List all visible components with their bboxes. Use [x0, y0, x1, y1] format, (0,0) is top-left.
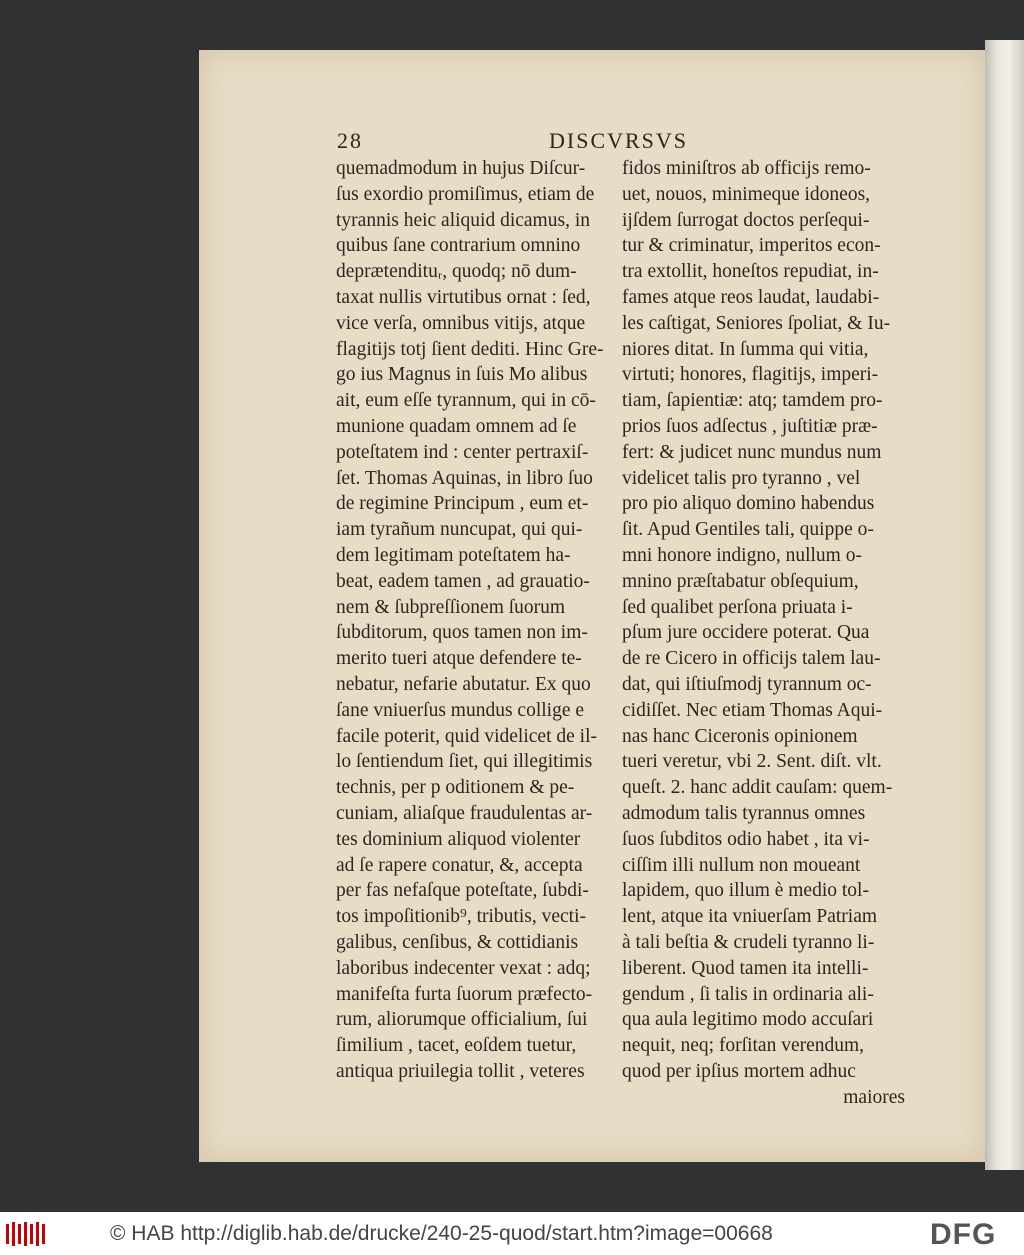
left-column-line: rum, aliorumque officialium, ſui [336, 1009, 588, 1031]
left-column-line: munione quadam omnem ad ſe [336, 415, 577, 437]
left-column-line: quibus ſane contrarium omnino [336, 235, 581, 257]
right-column-line: les caſtigat, Seniores ſpoliat, & Iu- [622, 312, 891, 334]
left-column-line: nem & ſubpreſſionem ſuorum [336, 596, 566, 618]
left-column-line: iam tyrañum nuncupat, qui qui- [336, 519, 583, 541]
left-column-line: facile poterit, quid videlicet de il- [336, 725, 597, 747]
left-column-line: per fas nefaſque poteſtate, ſubdi- [336, 880, 589, 902]
right-column-line: prios ſuos adſectus , juſtitiæ præ- [622, 415, 878, 437]
left-column-line: ſimilium , tacet, eoſdem tuetur, [336, 1035, 577, 1057]
right-column-line: gendum , ſi talis in ordinaria ali- [622, 983, 874, 1005]
left-column-line: cuniam, aliaſque fraudulentas ar- [336, 802, 593, 824]
right-column-line: nas hanc Ciceronis opinionem [622, 725, 858, 747]
right-column-line: tueri veretur, vbi 2. Sent. diſt. vlt. [622, 751, 882, 773]
left-column-line: ſane vniuerſus mundus collige e [336, 699, 585, 721]
hab-logo-icon [4, 1220, 48, 1248]
left-column-line: merito tueri atque defendere te- [336, 648, 582, 670]
left-column [336, 156, 604, 1085]
right-column-line: videlicet talis pro tyranno , vel [622, 467, 861, 489]
right-column-line: mni honore indigno, nullum o- [622, 544, 862, 566]
running-head: DISCVRSVS [549, 128, 689, 153]
right-column-line: admodum talis tyrannus omnes [622, 802, 866, 824]
right-column-line: virtuti; honores, flagitijs, imperi- [622, 364, 879, 386]
right-column-line: fert: & judicet nunc mundus num [622, 441, 882, 463]
right-column-line: pro pio aliquo domino habendus [622, 493, 875, 515]
right-column-line: fames atque reos laudat, laudabi- [622, 286, 880, 308]
left-column-line: ait, eum eſſe tyrannum, qui in cō- [336, 390, 596, 412]
right-column-line: pſum jure occidere poterat. Qua [622, 622, 870, 644]
left-column-line: manifeſta furta ſuorum præfecto- [336, 983, 593, 1005]
right-column-line: nequit, neq; forſitan verendum, [622, 1035, 865, 1057]
right-column-line: tiam, ſapientiæ: atq; tamdem pro- [622, 390, 883, 412]
page-number: 28 [337, 128, 363, 153]
left-column-line: galibus, cenſibus, & cottidianis [336, 931, 579, 953]
footer-bar [0, 1212, 1024, 1255]
right-column-line: ciſſim illi nullum non moueant [622, 854, 861, 876]
left-column-line: nebatur, nefarie abutatur. Ex quo [336, 673, 591, 695]
left-column-line: tyrannis heic aliquid dicamus, in [336, 209, 590, 231]
right-column-line: cidiſſet. Nec etiam Thomas Aqui- [622, 699, 883, 721]
left-column-line: tos impoſitionib⁹, tributis, vecti- [336, 906, 586, 928]
right-column-line: tur & criminatur, imperitos econ- [622, 235, 881, 257]
left-column-line: poteſtatem ind : center pertraxiſ- [336, 441, 589, 463]
catchword: maiores [843, 1086, 905, 1108]
left-column-line: ſet. Thomas Aquinas, in libro ſuo [336, 467, 593, 489]
right-column [622, 156, 905, 1110]
left-column-line: vice verſa, omnibus vitijs, atque [336, 312, 586, 334]
right-column-line: tra extollit, honeſtos repudiat, in- [622, 261, 879, 283]
right-column-line: à tali beſtia & crudeli tyranno li- [622, 931, 875, 953]
left-column-line: ſubditorum, quos tamen non im- [336, 622, 588, 644]
left-column-line: laboribus indecenter vexat : adq; [336, 957, 591, 979]
right-column-line: liberent. Quod tamen ita intelli- [622, 957, 869, 979]
right-column-line: ſed qualibet perſona priuata i- [622, 596, 853, 618]
dfg-logo: DFG [930, 1218, 997, 1251]
left-column-line: tes dominium aliquod violenter [336, 828, 581, 850]
book-page-edge [985, 40, 1024, 1170]
footer-copyright-url[interactable]: © HAB http://diglib.hab.de/drucke/240-25-quod/start.htm?image=00668 [110, 1222, 773, 1245]
left-column-line: go ius Magnus in ſuis Mo alibus [336, 364, 588, 386]
left-column-line: de regimine Principum , eum et- [336, 493, 589, 515]
right-column-line: ſit. Apud Gentiles tali, quippe o- [622, 519, 874, 541]
right-column-line: de re Cicero in officijs talem lau- [622, 648, 881, 670]
right-column-line: lent, atque ita vniuerſam Patriam [622, 906, 878, 928]
right-column-line: fidos miniſtros ab officijs remo- [622, 158, 871, 179]
left-column-line: flagitijs totj ſient dediti. Hinc Gre- [336, 338, 604, 360]
left-column-line: beat, eadem tamen , ad grauatio- [336, 570, 590, 592]
right-column-line: mnino præſtabatur obſequium, [622, 570, 859, 592]
left-column-line: taxat nullis virtutibus ornat : ſed, [336, 286, 591, 308]
left-column-line: ad ſe rapere conatur, &, accepta [336, 854, 583, 876]
left-column-line: antiqua priuilegia tollit , veteres [336, 1060, 585, 1082]
left-column-line: technis, per p oditionem & pe- [336, 777, 575, 799]
right-column-line: lapidem, quo illum è medio tol- [622, 880, 869, 902]
left-column-line: deprætendituᵣ, quodq; nō dum- [336, 261, 577, 283]
book-page [199, 50, 985, 1162]
right-column-line: dat, qui iſtiuſmodj tyrannum oc- [622, 673, 872, 695]
right-column-line: qua aula legitimo modo accuſari [622, 1009, 874, 1031]
right-column-line: niores ditat. In ſumma qui vitia, [622, 338, 869, 360]
right-column-line: ijſdem ſurrogat doctos perſequi- [622, 209, 870, 231]
right-column-line: uet, nouos, minimeque idoneos, [622, 183, 871, 205]
right-column-line: ſuos ſubditos odio habet , ita vi- [622, 828, 870, 850]
left-column-line: lo ſentiendum ſiet, qui illegitimis [336, 751, 593, 773]
right-column-line: queſt. 2. hanc addit cauſam: quem- [622, 777, 893, 799]
right-column-line: quod per ipſius mortem adhuc [622, 1060, 856, 1082]
left-column-line: ſus exordio promiſimus, etiam de [336, 183, 595, 205]
left-column-line: quemadmodum in hujus Diſcur- [336, 158, 586, 179]
left-column-line: dem legitimam poteſtatem ha- [336, 544, 571, 566]
